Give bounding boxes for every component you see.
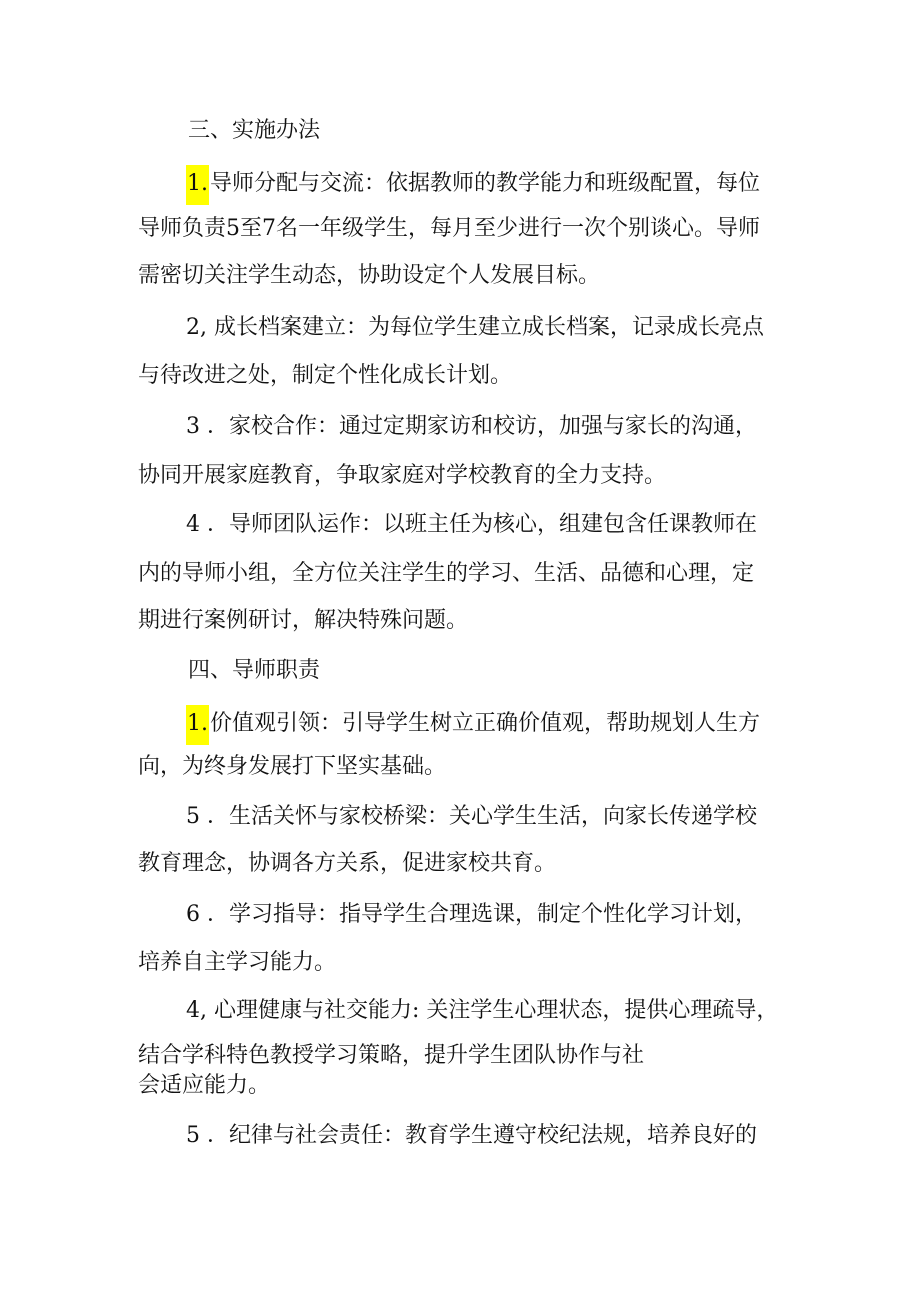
highlighted-number: 1. bbox=[186, 705, 209, 745]
paragraph-line: 与待改进之处，制定个性化成长计划。 bbox=[138, 363, 513, 388]
paragraph-line bbox=[186, 165, 760, 205]
section-heading-implementation: 三、实施办法 bbox=[188, 118, 321, 143]
paragraph-text: 价值观引领：引导学生树立正确价值观，帮助规划人生方 bbox=[210, 711, 761, 736]
paragraph-line: 2, 成长档案建立：为每位学生建立成长档案，记录成长亮点 bbox=[186, 315, 764, 340]
paragraph-line: 会适应能力。 bbox=[138, 1073, 271, 1098]
paragraph-line: 向，为终身发展打下坚实基础。 bbox=[138, 754, 447, 779]
paragraph-line: 协同开展家庭教育，争取家庭对学校教育的全力支持。 bbox=[138, 463, 667, 488]
paragraph-line: 4 ．导师团队运作：以班主任为核心，组建包含任课教师在 bbox=[186, 512, 757, 537]
paragraph-line: 5 ．纪律与社会责任：教育学生遵守校纪法规，培养良好的 bbox=[186, 1123, 757, 1148]
paragraph-line: 期进行案例研讨，解决特殊问题。 bbox=[138, 608, 469, 633]
paragraph-line: 5 ．生活关怀与家校桥梁：关心学生生活，向家长传递学校 bbox=[186, 804, 757, 829]
paragraph-line: 教育理念，协调各方关系，促进家校共育。 bbox=[138, 851, 557, 876]
paragraph-line: 3 ．家校合作：通过定期家访和校访，加强与家长的沟通， bbox=[186, 414, 757, 439]
paragraph-line: 4, 心理健康与社交能力: 关注学生心理状态，提供心理疏导， bbox=[186, 998, 779, 1023]
highlighted-number: 1. bbox=[186, 165, 209, 205]
paragraph-text: 导师分配与交流：依据教师的教学能力和班级配置，每位 bbox=[210, 171, 761, 196]
paragraph-line: 结合学科特色教授学习策略，提升学生团队协作与社 bbox=[138, 1043, 645, 1068]
paragraph-line bbox=[186, 705, 760, 745]
paragraph-line: 导师负责5至7名一年级学生，每月至少进行一次个别谈心。导师 bbox=[138, 216, 760, 241]
paragraph-line: 6 ．学习指导：指导学生合理选课，制定个性化学习计划， bbox=[186, 902, 757, 927]
section-heading-duties: 四、导师职责 bbox=[188, 658, 321, 683]
paragraph-line: 内的导师小组，全方位关注学生的学习、生活、品德和心理，定 bbox=[138, 561, 755, 586]
paragraph-line: 培养自主学习能力。 bbox=[138, 950, 337, 975]
paragraph-line: 需密切关注学生动态，协助设定个人发展目标。 bbox=[138, 263, 601, 288]
